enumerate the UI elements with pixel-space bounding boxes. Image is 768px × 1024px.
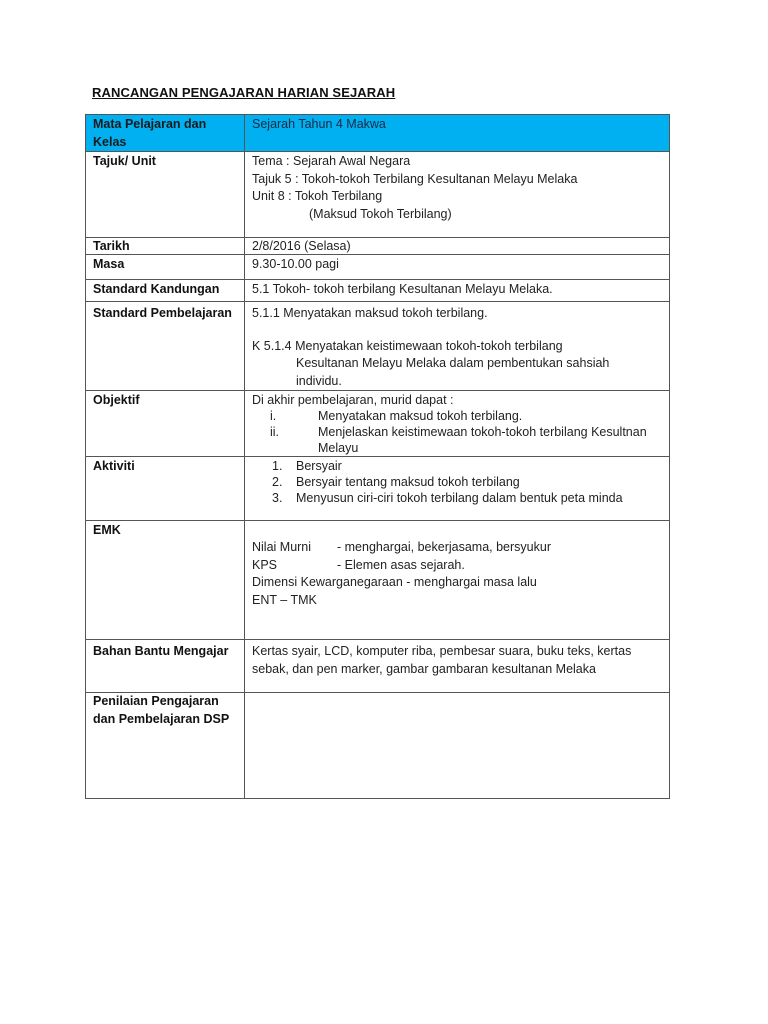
sp-line-k514-end: individu.	[296, 373, 342, 388]
label-tarikh: Tarikh	[86, 238, 245, 255]
value-tarikh: 2/8/2016 (Selasa)	[245, 238, 670, 255]
label-standard-pembelajaran: Standard Pembelajaran	[86, 302, 245, 391]
emk-kps	[252, 557, 661, 575]
label-bahan-bantu: Bahan Bantu Mengajar	[86, 640, 245, 693]
value-mata-pelajaran: Sejarah Tahun 4 Makwa	[245, 115, 670, 152]
label-aktiviti: Aktiviti	[86, 457, 245, 521]
row-aktiviti	[86, 457, 670, 521]
emk-ent: ENT – TMK	[252, 592, 317, 607]
row-standard-pembelajaran	[86, 302, 670, 391]
row-tarikh	[86, 238, 670, 255]
objektif-intro: Di akhir pembelajaran, murid dapat :	[252, 393, 454, 407]
row-bahan-bantu	[86, 640, 670, 693]
emk-nilai-key: Nilai Murni	[252, 540, 312, 554]
row-standard-kandungan	[86, 280, 670, 302]
label-masa: Masa	[86, 255, 245, 280]
list-marker: i.	[270, 409, 277, 423]
label-tajuk-unit: Tajuk/ Unit	[86, 152, 245, 238]
list-marker: 2.	[272, 475, 283, 489]
list-item-text: Menyusun ciri-ciri tokoh terbilang dalam bentuk peta minda	[296, 491, 623, 505]
aktiviti-item	[252, 490, 661, 506]
emk-kps-key: KPS	[252, 557, 278, 572]
page-title: RANCANGAN PENGAJARAN HARIAN SEJARAH	[92, 85, 396, 100]
list-item-text: Bersyair tentang maksud tokoh terbilang	[296, 475, 520, 489]
row-masa	[86, 255, 670, 280]
value-emk	[245, 521, 670, 640]
objektif-list	[252, 408, 661, 456]
tajuk-line-maksud: (Maksud Tokoh Terbilang)	[309, 206, 452, 221]
label-standard-kandungan: Standard Kandungan	[86, 280, 245, 302]
aktiviti-item	[252, 458, 661, 474]
aktiviti-item	[252, 474, 661, 490]
emk-nilai-murni	[252, 539, 661, 557]
label-emk: EMK	[86, 521, 245, 640]
list-marker: 1.	[272, 459, 283, 473]
emk-dimensi: Dimensi Kewarganegaraan - menghargai masa lalu	[252, 575, 537, 589]
emk-kps-val: - Elemen asas sejarah.	[337, 557, 465, 572]
list-marker: ii.	[270, 425, 280, 439]
tajuk-line-unit: Unit 8 : Tokoh Terbilang	[252, 189, 383, 203]
value-tajuk-unit	[245, 152, 670, 238]
list-item-text: Menjelaskan keistimewaan tokoh-tokoh terbilang Kesultnan Melayu	[318, 425, 647, 455]
value-penilaian	[245, 693, 670, 799]
row-mata-pelajaran	[86, 115, 670, 152]
objektif-item	[252, 424, 661, 456]
objektif-item	[252, 408, 661, 424]
aktiviti-list	[252, 458, 661, 506]
row-emk	[86, 521, 670, 640]
sp-line-511: 5.1.1 Menyatakan maksud tokoh terbilang.	[252, 306, 488, 320]
value-masa: 9.30-10.00 pagi	[245, 255, 670, 280]
label-objektif: Objektif	[86, 391, 245, 457]
list-marker: 3.	[272, 491, 283, 505]
label-penilaian: Penilaian Pengajaran dan Pembelajaran DSP	[86, 693, 245, 799]
value-objektif	[245, 391, 670, 457]
list-item-text: Menyatakan maksud tokoh terbilang.	[318, 409, 523, 423]
value-bahan-bantu: Kertas syair, LCD, komputer riba, pembesar suara, buku teks, kertas sebak, dan pen marker, gambar gambaran kesultanan Melaka	[245, 640, 670, 693]
row-tajuk-unit	[86, 152, 670, 238]
list-item-text: Bersyair	[296, 459, 342, 473]
value-standard-pembelajaran	[245, 302, 670, 391]
value-standard-kandungan: 5.1 Tokoh- tokoh terbilang Kesultanan Melayu Melaka.	[245, 280, 670, 302]
row-objektif	[86, 391, 670, 457]
sp-line-k514: K 5.1.4 Menyatakan keistimewaan tokoh-tokoh terbilang	[252, 338, 563, 353]
tajuk-line-tajuk: Tajuk 5 : Tokoh-tokoh Terbilang Kesultanan Melayu Melaka	[252, 171, 578, 186]
value-aktiviti	[245, 457, 670, 521]
label-mata-pelajaran: Mata Pelajaran dan Kelas	[86, 115, 245, 152]
emk-nilai-val: - menghargai, bekerjasama, bersyukur	[337, 540, 551, 554]
tajuk-line-tema: Tema : Sejarah Awal Negara	[252, 154, 411, 168]
sp-line-k514-cont: Kesultanan Melayu Melaka dalam pembentukan sahsiah	[296, 356, 610, 370]
row-penilaian	[86, 693, 670, 799]
lesson-plan-table	[85, 114, 670, 799]
